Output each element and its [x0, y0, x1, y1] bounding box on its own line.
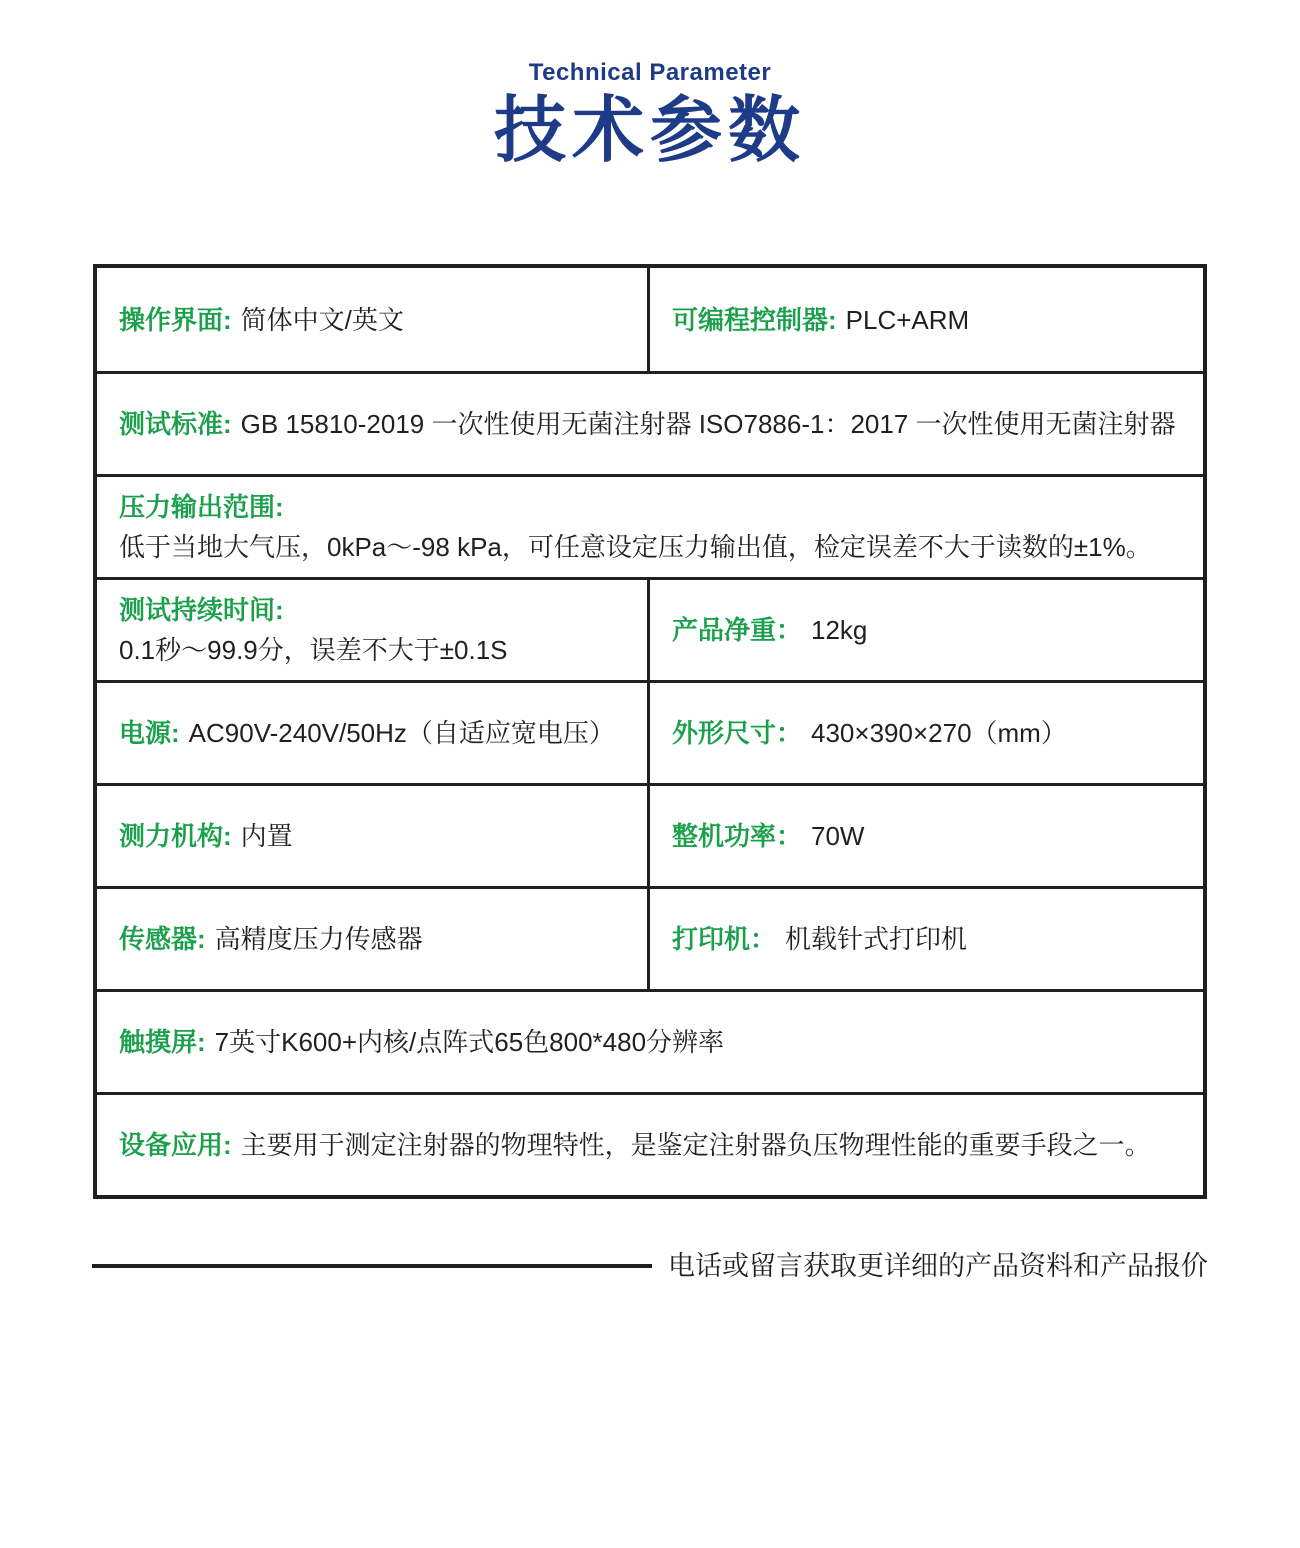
table-row — [97, 783, 1203, 886]
cell-application — [97, 1095, 1203, 1195]
spec-label: 可编程控制器: — [672, 304, 837, 335]
spec-label: 打印机： — [672, 924, 777, 954]
cell-force-mechanism — [97, 786, 650, 886]
cell-power-supply — [97, 683, 650, 783]
table-row — [97, 680, 1203, 783]
spec-value: 机载针式打印机 — [785, 924, 968, 954]
cell-touch-screen — [97, 992, 1203, 1092]
spec-label: 设备应用: — [119, 1130, 232, 1160]
spec-value: 7英寸K600+内核/点阵式65色800*480分辨率 — [214, 1027, 725, 1057]
cell-dimensions — [650, 683, 1203, 783]
cell-total-power — [650, 786, 1203, 886]
spec-value: 12kg — [811, 615, 868, 645]
spec-value: 简体中文/英文 — [240, 304, 404, 335]
spec-label: 测试标准: — [119, 409, 232, 439]
page-title: 技术参数 — [493, 91, 806, 171]
spec-label: 触摸屏: — [119, 1027, 206, 1057]
spec-value: 内置 — [240, 821, 293, 851]
table-row — [97, 371, 1203, 474]
spec-value: 0.1秒～99.9分，误差不大于±0.1S — [119, 635, 508, 665]
cell-net-weight — [650, 580, 1203, 680]
footer-cta-text: 电话或留言获取更详细的产品资料和产品报价 — [668, 1251, 1208, 1281]
table-row — [97, 577, 1203, 680]
spec-label: 操作界面: — [119, 304, 232, 335]
cell-printer — [650, 889, 1203, 989]
spec-label: 产品净重： — [672, 615, 803, 645]
table-row — [97, 989, 1203, 1092]
spec-label: 测试持续时间: — [119, 595, 284, 625]
cell-test-duration — [97, 580, 650, 680]
spec-value: 高精度压力传感器 — [214, 924, 423, 954]
spec-value: 430×390×270（mm） — [811, 718, 1067, 748]
cell-pressure-output-range — [97, 477, 1203, 577]
spec-value: 主要用于测定注射器的物理特性，是鉴定注射器负压物理性能的重要手段之一。 — [240, 1130, 1151, 1160]
table-row — [97, 268, 1203, 371]
subtitle-english: Technical Parameter — [528, 59, 772, 86]
spec-label: 测力机构: — [119, 821, 232, 851]
spec-value: 低于当地大气压，0kPa～-98 kPa，可任意设定压力输出值，检定误差不大于读数的±1%。 — [119, 532, 1152, 562]
footer-cta-row — [92, 1249, 1208, 1283]
spec-label: 电源: — [119, 718, 180, 748]
table-row — [97, 474, 1203, 577]
table-row — [97, 886, 1203, 989]
cell-sensor — [97, 889, 650, 989]
spec-value: PLC+ARM — [845, 304, 970, 335]
spec-value: AC90V-240V/50Hz（自适应宽电压） — [188, 718, 615, 748]
spec-label: 传感器: — [119, 924, 206, 954]
spec-label: 整机功率： — [672, 821, 803, 851]
spec-label: 外形尺寸： — [672, 718, 803, 748]
spec-table — [93, 264, 1207, 1199]
page-header — [0, 0, 1300, 172]
cell-operation-interface — [97, 268, 650, 371]
spec-value: 70W — [811, 821, 865, 851]
table-row — [97, 1092, 1203, 1195]
spec-label: 压力输出范围: — [119, 492, 284, 522]
cell-test-standard — [97, 374, 1203, 474]
divider-line — [92, 1264, 652, 1268]
cell-plc-controller — [650, 268, 1203, 371]
spec-value: GB 15810-2019 一次性使用无菌注射器 ISO7886-1：2017 一次性使用无菌注射器 — [240, 409, 1176, 439]
